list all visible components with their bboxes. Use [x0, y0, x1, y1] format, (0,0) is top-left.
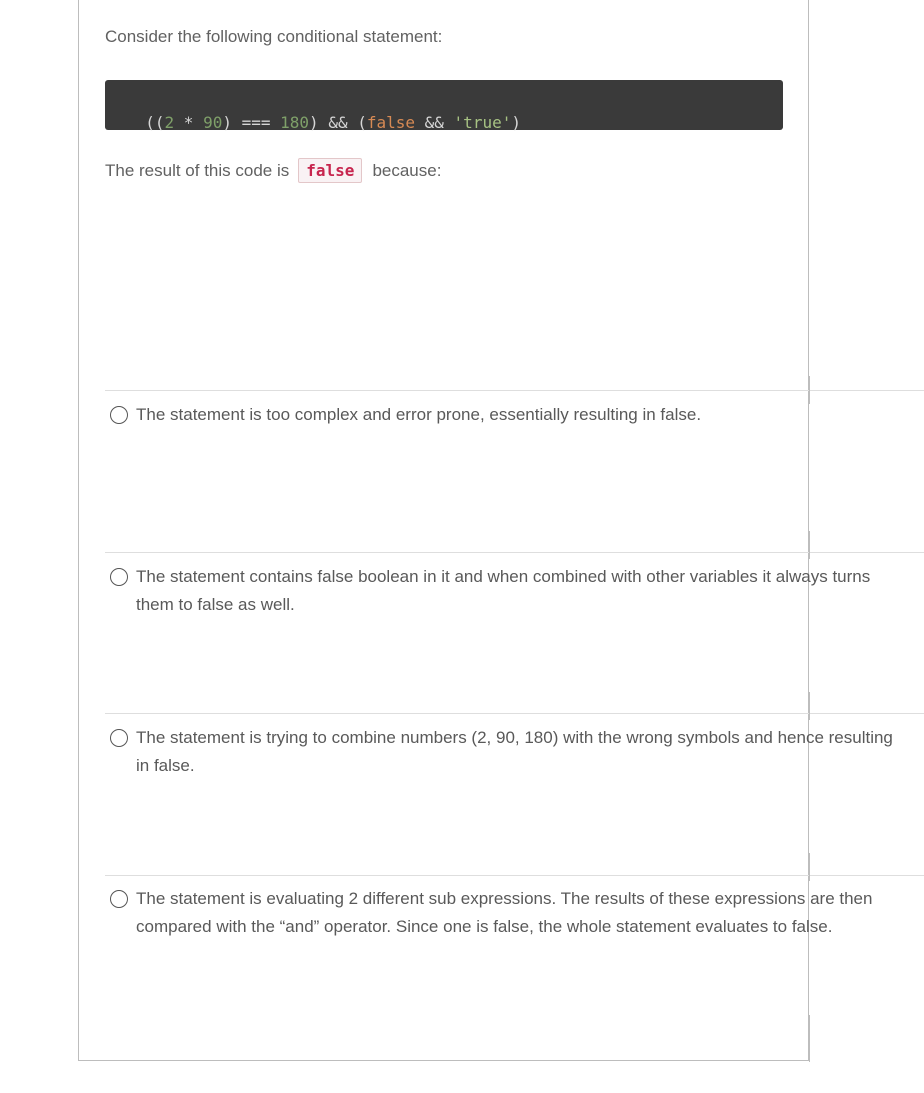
option-divider — [105, 552, 924, 553]
radio-button[interactable] — [110, 568, 128, 586]
answer-option-label: The statement is evaluating 2 different sub expressions. The results of these expressions are then compared with the “and” operator. Since one is false, the whole statement evaluates to false. — [136, 889, 873, 936]
border-tick — [809, 376, 810, 404]
result-line — [105, 158, 441, 183]
result-value-code: false — [298, 158, 362, 183]
code-token: 'true' — [453, 113, 512, 132]
answer-option-label: The statement is too complex and error prone, essentially resulting in false. — [136, 405, 702, 424]
answer-option-1[interactable] — [110, 405, 910, 429]
code-token: 180 — [280, 113, 310, 132]
code-token: ) === — [222, 113, 281, 132]
code-token: && — [415, 113, 454, 132]
code-token: * — [174, 113, 204, 132]
answer-option-2[interactable] — [110, 567, 910, 619]
border-tick — [809, 692, 810, 720]
answer-option-label: The statement is trying to combine numbers (2, 90, 180) with the wrong symbols and hence resulting in false. — [136, 728, 893, 775]
code-token: ) — [511, 113, 521, 132]
option-divider — [105, 390, 924, 391]
border-tick — [809, 853, 810, 881]
answer-option-label: The statement contains false boolean in it and when combined with other variables it always turns them to false as well. — [136, 567, 871, 614]
code-token: 90 — [203, 113, 223, 132]
code-token: ) && ( — [309, 113, 367, 132]
answer-option-4[interactable] — [110, 889, 910, 941]
radio-button[interactable] — [110, 406, 128, 424]
code-token: (( — [145, 113, 165, 132]
answer-option-3[interactable] — [110, 728, 910, 780]
result-prefix: The result of this code is — [105, 160, 290, 180]
radio-button[interactable] — [110, 729, 128, 747]
radio-button[interactable] — [110, 890, 128, 908]
question-prompt: Consider the following conditional statement: — [105, 27, 443, 46]
option-divider — [105, 875, 924, 876]
code-token: 2 — [164, 113, 175, 132]
option-divider — [105, 713, 924, 714]
result-suffix: because: — [372, 160, 442, 180]
code-block — [105, 80, 783, 130]
border-tick — [809, 1015, 810, 1062]
code-token: false — [366, 113, 416, 132]
border-tick — [809, 531, 810, 559]
